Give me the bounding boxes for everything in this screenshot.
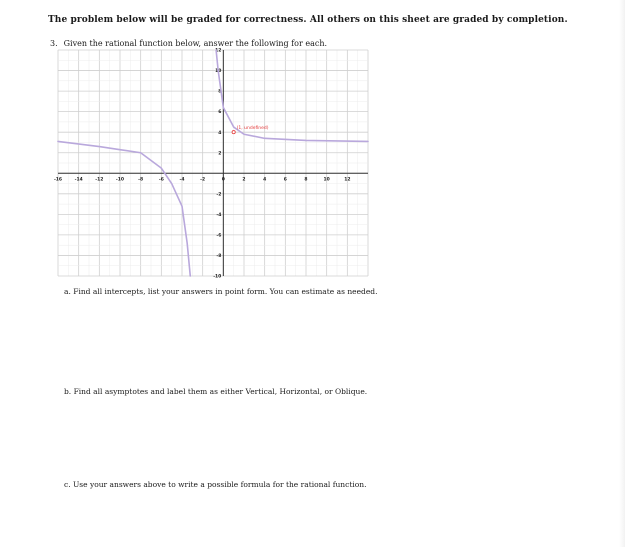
question-c: c. Use your answers above to write a possible formula for the rational function. xyxy=(64,480,367,489)
x-tick-label: -14 xyxy=(74,177,83,183)
y-tick-label: -6 xyxy=(216,233,222,239)
x-tick-label: 10 xyxy=(323,177,330,183)
y-tick-label: -4 xyxy=(216,212,222,218)
x-tick-label: 0 xyxy=(221,177,225,183)
grading-note: The problem below will be graded for correctness. All others on this sheet are graded by completion. xyxy=(48,15,568,25)
y-tick-label: -8 xyxy=(216,254,222,260)
x-tick-label: 12 xyxy=(344,177,351,183)
x-tick-label: 2 xyxy=(242,177,246,183)
problem-number: 3. xyxy=(50,39,58,48)
y-tick-label: 6 xyxy=(218,110,222,116)
question-b: b. Find all asymptotes and label them as either Vertical, Horizontal, or Oblique. xyxy=(64,387,368,396)
y-tick-label: 12 xyxy=(215,48,222,54)
x-tick-label: -4 xyxy=(179,177,185,183)
x-tick-label: 4 xyxy=(263,177,267,183)
y-tick-label: 2 xyxy=(218,151,222,157)
problem-prompt: Given the rational function below, answer the following for each. xyxy=(63,39,328,48)
y-tick-label: 4 xyxy=(218,130,222,136)
x-tick-label: -2 xyxy=(200,177,206,183)
x-tick-label: 6 xyxy=(283,177,287,183)
y-tick-label: 10 xyxy=(215,69,222,75)
problem-statement xyxy=(50,39,327,48)
x-tick-label: -10 xyxy=(115,177,125,183)
y-tick-label: -2 xyxy=(216,192,222,198)
hole-point-marker xyxy=(232,131,235,134)
y-tick-label: 8 xyxy=(218,89,222,95)
question-a: a. Find all intercepts, list your answers in point form. You can estimate as needed. xyxy=(64,287,378,296)
rational-function-graph xyxy=(53,48,368,280)
page-edge-shadow xyxy=(619,0,625,547)
x-tick-label: -6 xyxy=(158,177,164,183)
y-tick-label: -10 xyxy=(213,274,222,280)
x-tick-label: -12 xyxy=(95,177,104,183)
hole-point-label: (1, undefined) xyxy=(236,126,269,132)
x-tick-label: -16 xyxy=(53,177,63,183)
x-tick-label: 8 xyxy=(304,177,308,183)
x-tick-label: -8 xyxy=(138,177,144,183)
